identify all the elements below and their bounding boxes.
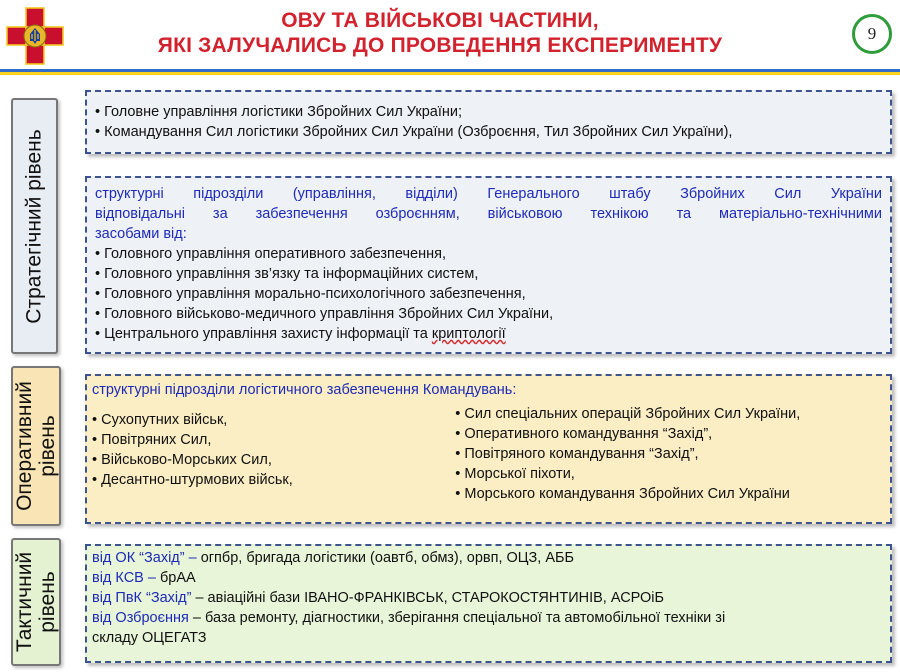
list-item: • Повітряного командування “Захід”, [455, 444, 882, 464]
strategic-level-text: Стратегічний рівень [23, 128, 47, 324]
list-item: • Головного управління зв’язку та інформаційних систем, [95, 264, 882, 284]
intro-line-3: засобами від: [95, 226, 187, 242]
armed-forces-emblem-icon [6, 6, 64, 66]
list-item: • Головного управління оперативного забезпечення, [95, 244, 882, 264]
tactical-row-label: від ПвК “Захід” [92, 590, 192, 606]
tactical-row-label: від Озброєння [92, 610, 189, 626]
list-item-text: Центрального управління захисту інформації та [104, 326, 432, 342]
list-item: • Головне управління логістики Збройних Сил України; [95, 102, 882, 122]
operational-right-list [455, 404, 882, 504]
tactical-row-text: – авіаційні бази ІВАНО-ФРАНКІВСЬК, СТАРОКОСТЯНТИНІВ, АСРОіБ [191, 590, 665, 606]
tactical-row-text: брАА [155, 570, 196, 586]
tactical-row-ok-west [92, 548, 882, 568]
tactical-row-pvk-west [92, 588, 882, 608]
tactical-level-line-1: Тактичний [13, 551, 36, 653]
tactical-row-text: огпбр, бригада логістики (оавтб, обмз), орвп, ОЦЗ, АББ [196, 550, 575, 566]
tactical-level-text [13, 552, 59, 652]
tactical-level-label [11, 538, 61, 666]
strategic-box-general-staff [85, 176, 892, 354]
list-item: • Морського командування Збройних Сил України [455, 484, 882, 504]
tactical-level-line-2: рівень [36, 571, 59, 633]
list-item: • Військово-Морських Сил, [92, 450, 455, 470]
tactical-row-ksv [92, 568, 882, 588]
strategic-box-logistics [85, 90, 892, 154]
slide-header [0, 0, 900, 70]
operational-level-label [11, 366, 61, 526]
list-item: • Оперативного командування “Захід”, [455, 424, 882, 444]
list-item: • Сухопутних військ, [92, 410, 455, 430]
page-number-badge: 9 [852, 14, 892, 54]
list-item: • Морської піхоти, [455, 464, 882, 484]
list-item [95, 324, 882, 344]
tactical-row-text: – база ремонту, діагностики, зберігання спеціальної та автомобільної техніки зі [188, 610, 726, 626]
title-line-2: ЯКІ ЗАЛУЧАЛИСЬ ДО ПРОВЕДЕННЯ ЕКСПЕРИМЕНТУ [157, 34, 723, 57]
list-item: • Повітряних Сил, [92, 430, 455, 450]
operational-columns [92, 404, 882, 504]
tactical-row-label: від КСВ – [92, 570, 156, 586]
operational-level-line-1: Оперативний [13, 381, 37, 511]
operational-level-text [13, 381, 59, 511]
tactical-row-armament [92, 608, 882, 628]
operational-intro: структурні підрозділи логістичного забезпечення Командувань: [92, 382, 517, 398]
operational-left-list [92, 404, 455, 504]
intro-line-2: відповідальні за забезпечення озброєнням, військовою технікою та матеріально-технічними [95, 206, 882, 222]
list-item: • Сил спеціальних операцій Збройних Сил України, [455, 404, 882, 424]
operational-box [85, 374, 892, 524]
list-item: • Командування Сил логістики Збройних Сил України (Озброєння, Тил Збройних Сил України), [95, 122, 882, 142]
operational-level-line-2: рівень [36, 415, 60, 477]
page-title [120, 8, 760, 58]
strategic-level-label [11, 98, 58, 354]
list-item: • Головного військово-медичного управління Збройних Сил України, [95, 304, 882, 324]
tactical-row-armament-cont: складу ОЦЕГАТЗ [92, 630, 207, 646]
intro-line-1: структурні підрозділи (управління, відділи) Генерального штабу Збройних Сил України [95, 186, 882, 202]
spellcheck-word: криптології [431, 326, 506, 342]
list-item: • Головного управління морально-психологічного забезпечення, [95, 284, 882, 304]
tactical-row-label: від ОК “Захід” – [92, 550, 197, 566]
list-item: • Десантно-штурмових військ, [92, 470, 455, 490]
title-line-1: ОВУ ТА ВІЙСЬКОВІ ЧАСТИНИ, [281, 9, 599, 32]
tactical-box [85, 544, 892, 663]
flag-stripe [0, 69, 900, 75]
